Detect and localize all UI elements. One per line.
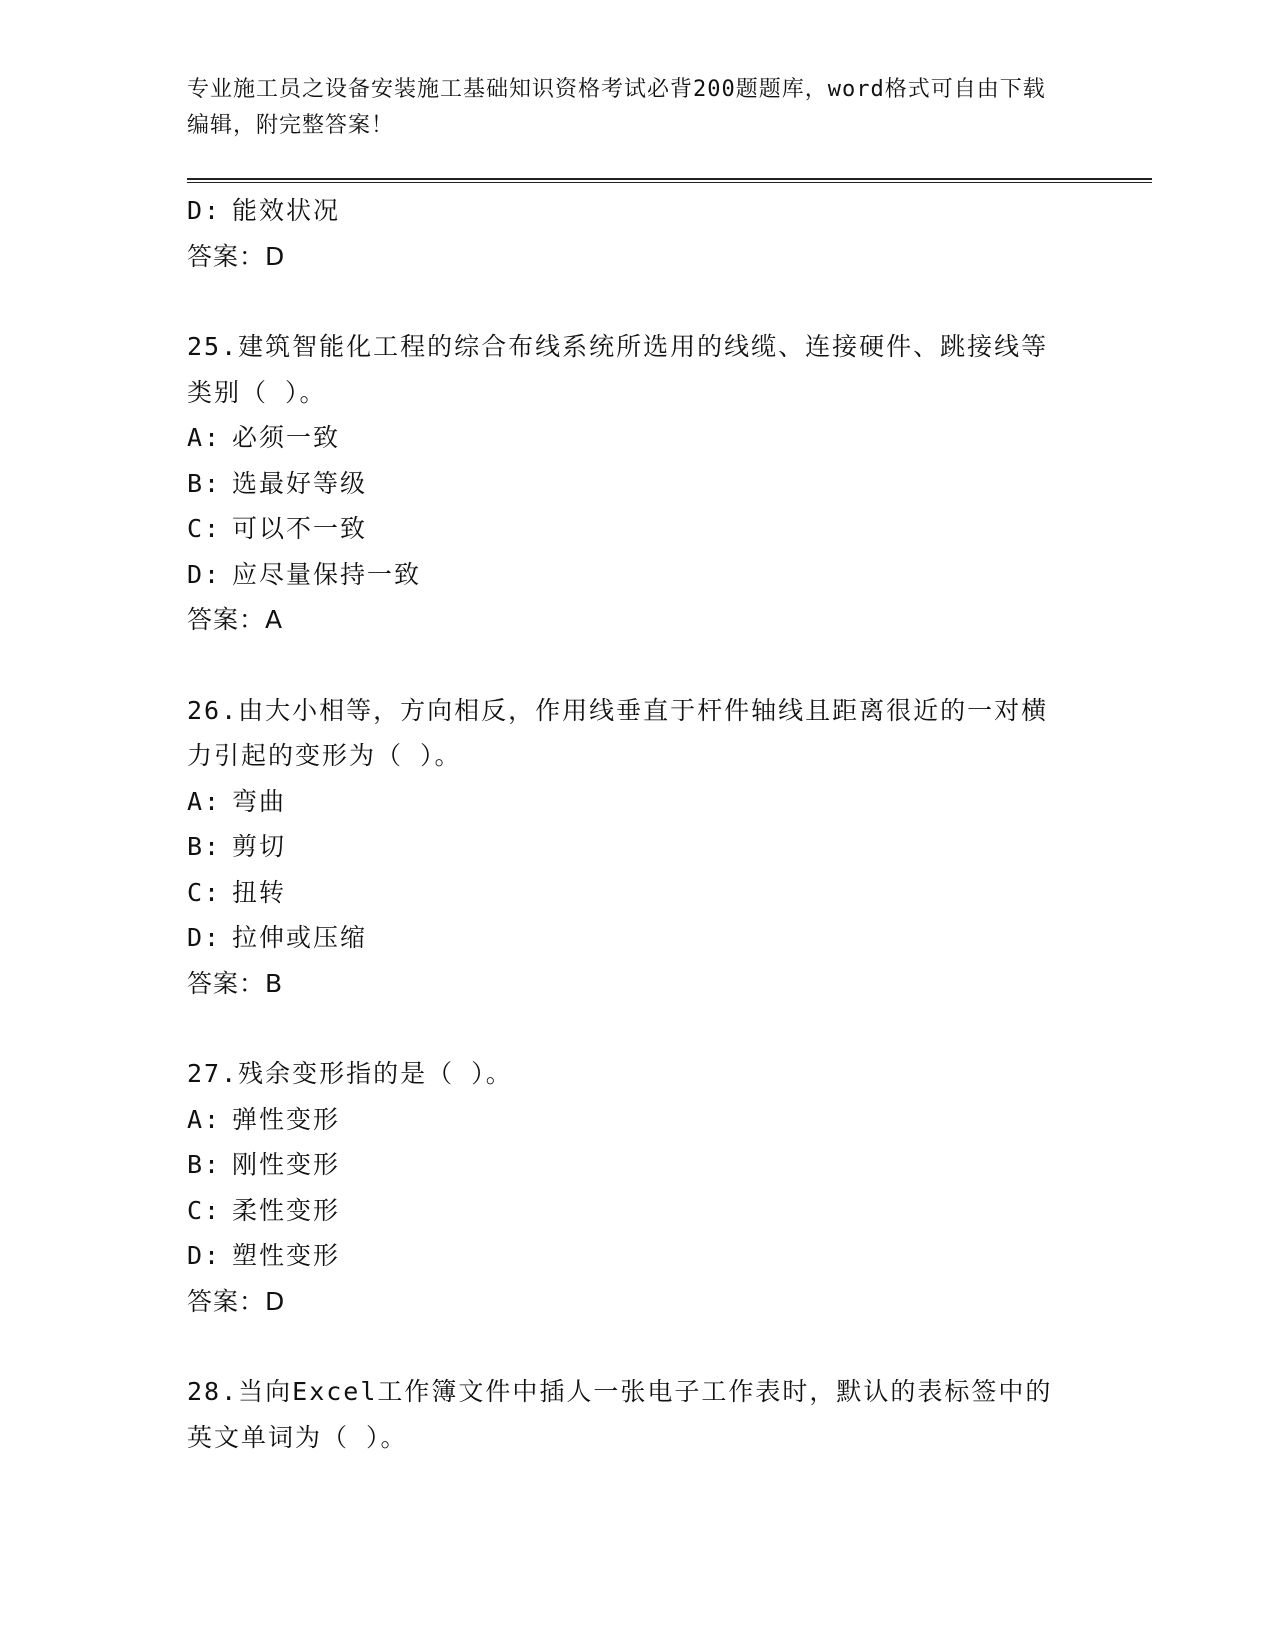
answer-line: 答案：B	[187, 968, 284, 998]
option-b: B: 刚性变形	[187, 1150, 341, 1179]
question-text: 27.残余变形指的是（ ）。	[187, 1059, 513, 1088]
header-divider	[187, 178, 1152, 183]
option-c: C: 可以不一致	[187, 514, 368, 543]
option-b: B: 选最好等级	[187, 468, 368, 498]
answer-line: 答案：D	[187, 241, 286, 271]
question-block-27	[187, 1051, 1087, 1324]
question-text: 25.建筑智能化工程的综合布线系统所选用的线缆、连接硬件、跳接线等类别（ ）。	[187, 332, 1049, 407]
option-a: A: 弹性变形	[187, 1104, 341, 1134]
option-c: C: 扭转	[187, 877, 287, 907]
page-header	[187, 72, 1067, 144]
header-title: 专业施工员之设备安装施工基础知识资格考试必背200题题库，word格式可自由下载编辑，附完整答案！	[187, 77, 1046, 138]
option-a: A: 必须一致	[187, 423, 341, 452]
option-d: D: 能效状况	[187, 196, 341, 225]
question-text: 28.当向Excel工作簿文件中插人一张电子工作表时，默认的表标签中的英文单词为（ ）。	[187, 1377, 1053, 1452]
option-d: D: 塑性变形	[187, 1241, 341, 1270]
option-d: D: 应尽量保持一致	[187, 559, 422, 589]
answer-line: 答案：A	[187, 605, 284, 634]
question-block-28	[187, 1369, 1087, 1460]
question-block-previous	[187, 188, 1087, 279]
document-body	[187, 188, 1087, 1460]
question-block-26	[187, 688, 1087, 1007]
option-a: A: 弯曲	[187, 786, 287, 816]
question-text: 26.由大小相等，方向相反，作用线垂直于杆件轴线且距离很近的一对横力引起的变形为（ ）。	[187, 695, 1049, 770]
question-block-25	[187, 324, 1087, 643]
option-d: D: 拉伸或压缩	[187, 923, 368, 952]
option-c: C: 柔性变形	[187, 1195, 341, 1225]
option-b: B: 剪切	[187, 832, 287, 861]
answer-line: 答案：D	[187, 1286, 286, 1316]
